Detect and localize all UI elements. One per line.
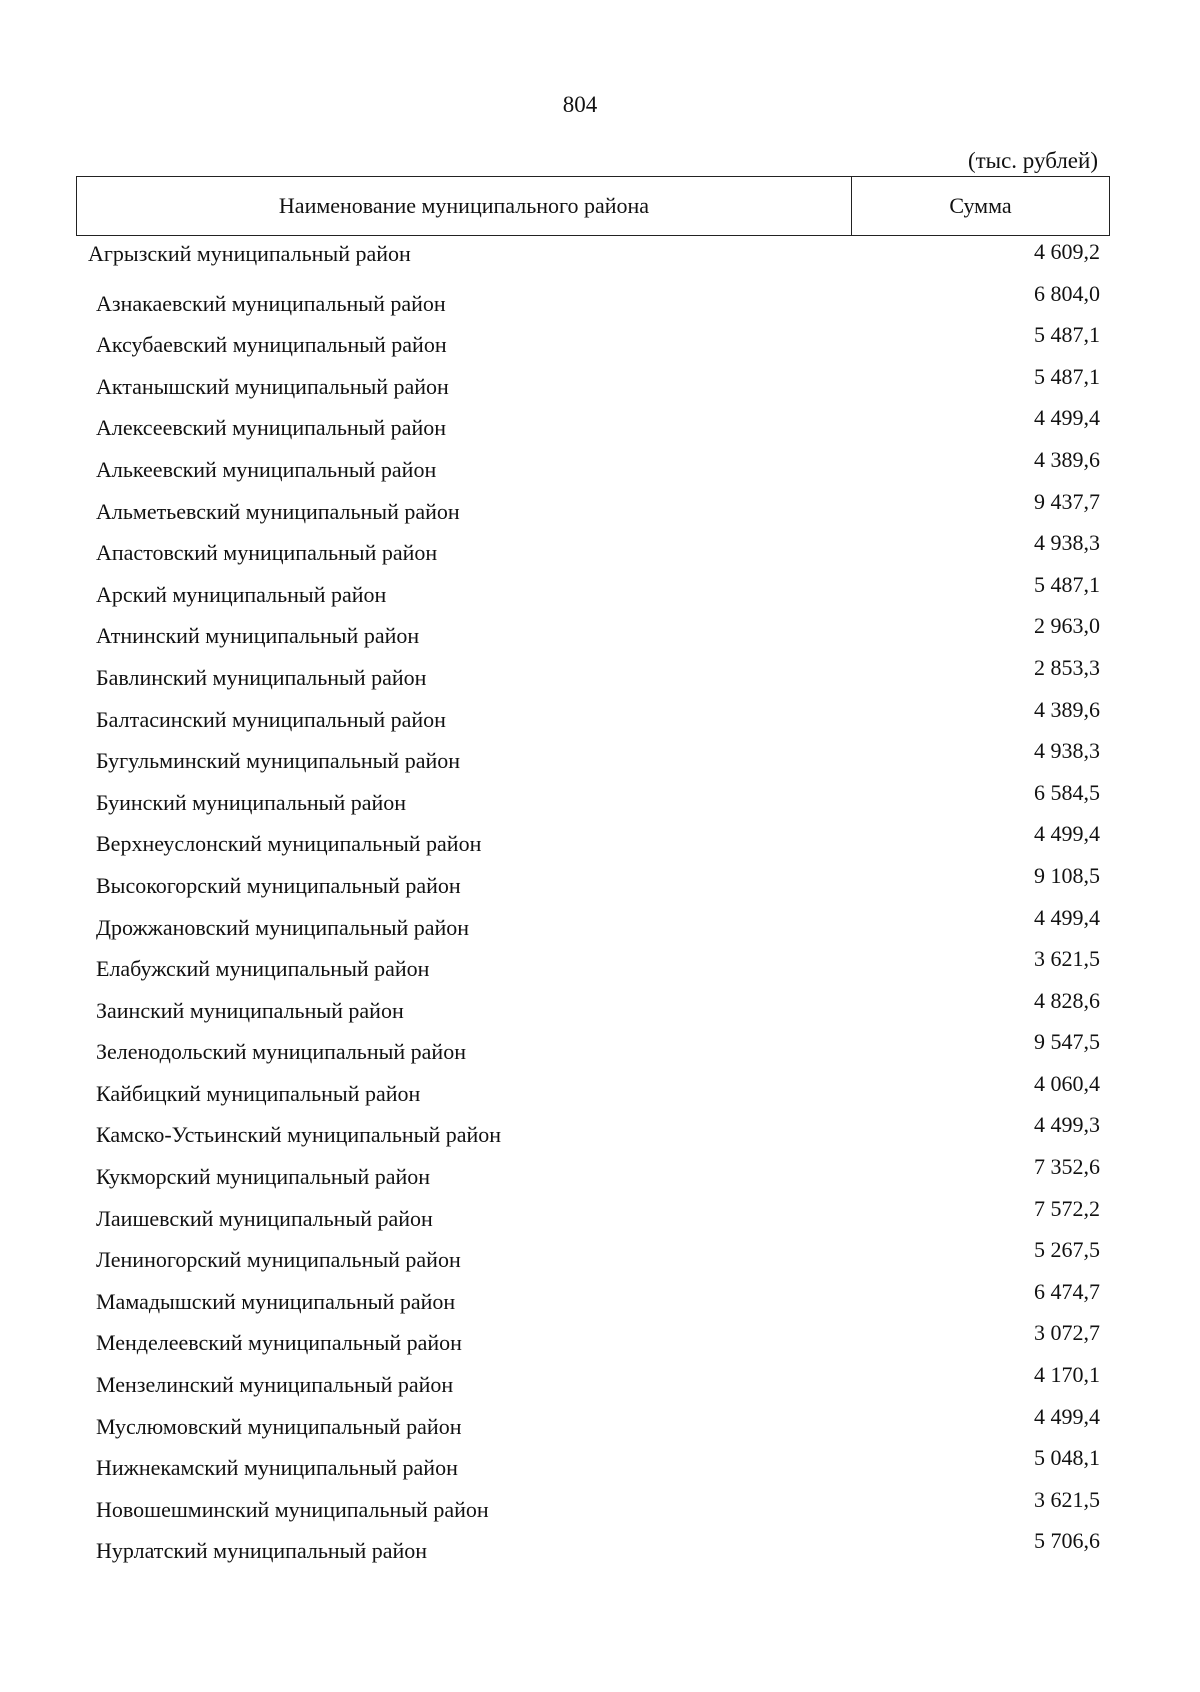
district-sum: 9 437,7 bbox=[1034, 488, 1100, 514]
district-name: Балтасинский муниципальный район bbox=[96, 706, 446, 732]
table-row bbox=[86, 945, 1100, 987]
district-sum: 4 499,3 bbox=[1034, 1112, 1100, 1138]
district-name: Арский муниципальный район bbox=[96, 581, 387, 607]
district-sum: 7 572,2 bbox=[1034, 1195, 1100, 1221]
table-row bbox=[86, 1319, 1100, 1361]
district-sum: 7 352,6 bbox=[1034, 1154, 1100, 1180]
district-sum: 4 938,3 bbox=[1034, 738, 1100, 764]
district-name: Верхнеуслонский муниципальный район bbox=[96, 831, 482, 857]
district-sum: 4 499,4 bbox=[1034, 821, 1100, 847]
district-name: Алькеевский муниципальный район bbox=[96, 456, 437, 482]
table-row bbox=[86, 1444, 1100, 1486]
district-name: Заинский муниципальный район bbox=[96, 997, 404, 1023]
district-sum: 2 853,3 bbox=[1034, 654, 1100, 680]
district-name: Алексеевский муниципальный район bbox=[96, 415, 446, 441]
district-name: Апастовский муниципальный район bbox=[96, 540, 438, 566]
table-row bbox=[86, 696, 1100, 738]
district-sum: 4 499,4 bbox=[1034, 904, 1100, 930]
district-sum: 9 547,5 bbox=[1034, 1029, 1100, 1055]
table-body bbox=[86, 238, 1100, 1569]
district-name: Актанышский муниципальный район bbox=[96, 373, 449, 399]
district-sum: 5 267,5 bbox=[1034, 1237, 1100, 1263]
table-row bbox=[86, 529, 1100, 571]
district-name: Высокогорский муниципальный район bbox=[96, 872, 461, 898]
district-name: Альметьевский муниципальный район bbox=[96, 498, 460, 524]
district-sum: 5 487,1 bbox=[1034, 571, 1100, 597]
table-row bbox=[86, 238, 1100, 280]
table-row bbox=[86, 1111, 1100, 1153]
district-name: Мензелинский муниципальный район bbox=[96, 1372, 454, 1398]
district-sum: 4 389,6 bbox=[1034, 696, 1100, 722]
table-row bbox=[86, 363, 1100, 405]
district-sum: 6 584,5 bbox=[1034, 779, 1100, 805]
district-name: Муслюмовский муниципальный район bbox=[96, 1413, 462, 1439]
district-sum: 4 389,6 bbox=[1034, 446, 1100, 472]
district-name: Мамадышский муниципальный район bbox=[96, 1288, 456, 1314]
district-name: Лениногорский муниципальный район bbox=[96, 1247, 461, 1273]
district-name: Камско-Устьинский муниципальный район bbox=[96, 1122, 502, 1148]
table-row bbox=[86, 1403, 1100, 1445]
district-sum: 6 804,0 bbox=[1034, 280, 1100, 306]
district-name: Новошешминский муниципальный район bbox=[96, 1496, 489, 1522]
district-sum: 2 963,0 bbox=[1034, 613, 1100, 639]
district-sum: 5 048,1 bbox=[1034, 1445, 1100, 1471]
table-row bbox=[86, 1028, 1100, 1070]
table-row bbox=[86, 862, 1100, 904]
district-name: Бавлинский муниципальный район bbox=[96, 664, 427, 690]
table-row bbox=[86, 404, 1100, 446]
table-row bbox=[86, 654, 1100, 696]
header-sum: Сумма bbox=[949, 193, 1012, 218]
district-name: Нижнекамский муниципальный район bbox=[96, 1455, 458, 1481]
district-name: Кайбицкий муниципальный район bbox=[96, 1080, 421, 1106]
table-row bbox=[86, 1070, 1100, 1112]
district-sum: 4 060,4 bbox=[1034, 1070, 1100, 1096]
district-sum: 5 487,1 bbox=[1034, 322, 1100, 348]
header-district-name: Наименование муниципального района bbox=[77, 177, 852, 235]
table-row bbox=[86, 321, 1100, 363]
district-sum: 5 706,6 bbox=[1034, 1528, 1100, 1554]
district-name: Дрожжановский муниципальный район bbox=[96, 914, 470, 940]
district-name: Буинский муниципальный район bbox=[96, 789, 407, 815]
table-row bbox=[86, 1278, 1100, 1320]
table-row bbox=[86, 1195, 1100, 1237]
district-sum: 4 170,1 bbox=[1034, 1362, 1100, 1388]
table-row bbox=[86, 280, 1100, 322]
district-sum: 4 828,6 bbox=[1034, 987, 1100, 1013]
table-row bbox=[86, 987, 1100, 1029]
page-number: 804 bbox=[562, 92, 598, 117]
district-name: Нурлатский муниципальный район bbox=[96, 1538, 428, 1564]
table-row bbox=[86, 1527, 1100, 1569]
district-name: Бугульминский муниципальный район bbox=[96, 748, 461, 774]
district-sum: 5 487,1 bbox=[1034, 363, 1100, 389]
table-row bbox=[86, 1361, 1100, 1403]
district-name: Кукморский муниципальный район bbox=[96, 1164, 431, 1190]
district-name: Атнинский муниципальный район bbox=[96, 623, 420, 649]
table-row bbox=[86, 446, 1100, 488]
district-sum: 9 108,5 bbox=[1034, 862, 1100, 888]
table-row bbox=[86, 488, 1100, 530]
table-header bbox=[76, 176, 1110, 236]
table-row bbox=[86, 779, 1100, 821]
table-row bbox=[86, 612, 1100, 654]
table-row bbox=[86, 904, 1100, 946]
district-sum: 4 499,4 bbox=[1034, 405, 1100, 431]
units-label: (тыс. рублей) bbox=[967, 148, 1098, 173]
district-sum: 3 072,7 bbox=[1034, 1320, 1100, 1346]
district-name: Зеленодольский муниципальный район bbox=[96, 1039, 466, 1065]
district-sum: 4 938,3 bbox=[1034, 530, 1100, 556]
district-name: Елабужский муниципальный район bbox=[96, 956, 430, 982]
district-name: Лаишевский муниципальный район bbox=[96, 1205, 433, 1231]
table-row bbox=[86, 820, 1100, 862]
table-row bbox=[86, 1486, 1100, 1528]
district-sum: 3 621,5 bbox=[1034, 946, 1100, 972]
district-sum: 4 609,2 bbox=[1034, 239, 1100, 264]
district-name: Азнакаевский муниципальный район bbox=[96, 290, 446, 316]
table-row bbox=[86, 1236, 1100, 1278]
district-name: Агрызский муниципальный район bbox=[88, 241, 411, 266]
table-row bbox=[86, 1153, 1100, 1195]
district-sum: 3 621,5 bbox=[1034, 1486, 1100, 1512]
district-name: Аксубаевский муниципальный район bbox=[96, 332, 447, 358]
district-sum: 6 474,7 bbox=[1034, 1278, 1100, 1304]
table-row bbox=[86, 571, 1100, 613]
table-row bbox=[86, 737, 1100, 779]
district-sum: 4 499,4 bbox=[1034, 1403, 1100, 1429]
district-name: Менделеевский муниципальный район bbox=[96, 1330, 462, 1356]
